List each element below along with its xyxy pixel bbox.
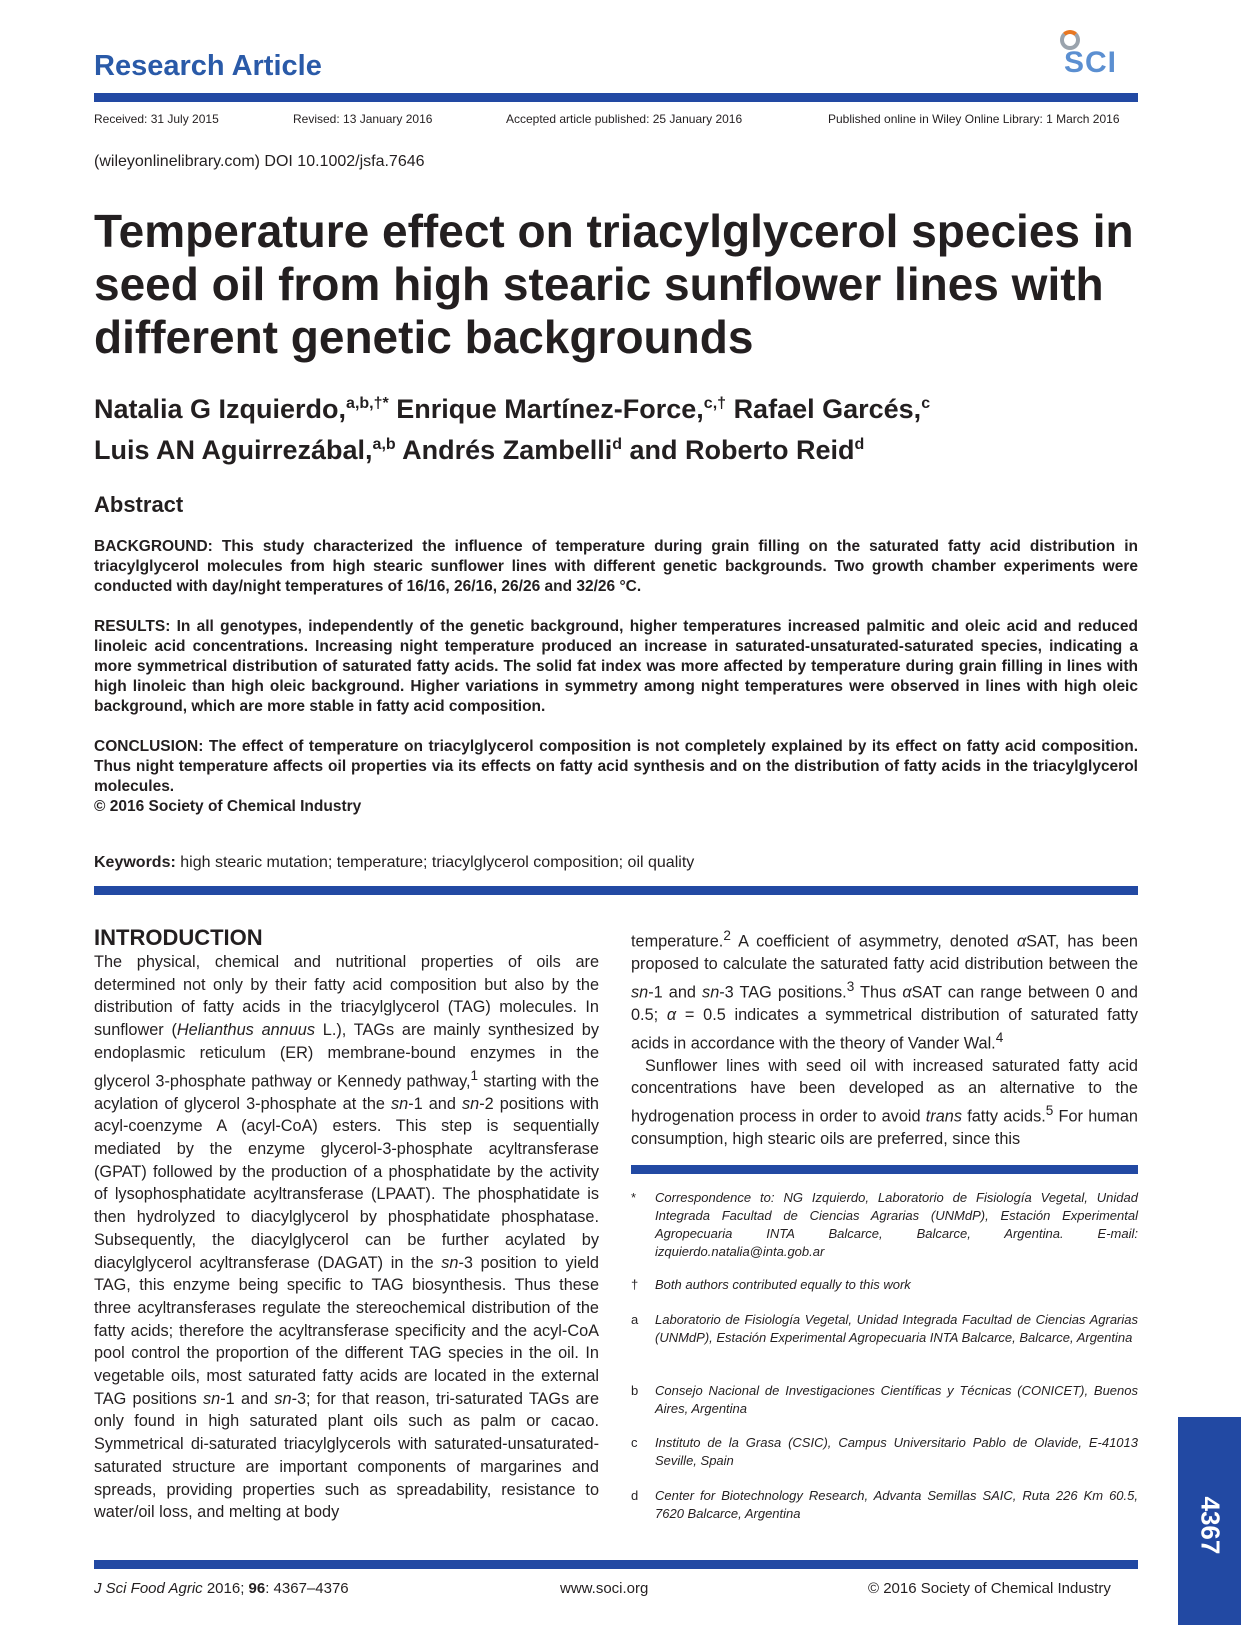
text-run: -3 position to yield TAG, this enzyme being specific to TAG biosynthesis. Thus these three acyltransferases regulate the stereochemical distribution of the fatty acids; therefore the acyltransferase specificity and the acyl-CoA pool control the proportion of the different TAG species in the oil. In vegetable oils, most saturated fatty acids are located in the external TAG positions [94,1253,599,1408]
author-name: Andrés Zambelli [402,435,613,465]
abstract-background: BACKGROUND: This study characterized the influence of temperature during grain filling on the saturated fatty acid distribution in triacylglycerol molecules from high stearic sunflower lines with different genetic backgrounds. Two growth chamber experiments were conducted with day/night temperatures of 16/16, 26/16, 26/26 and 32/26 °C. [94,538,1138,595]
abstract-results: RESULTS: In all genotypes, independently of the genetic background, higher temperatures increased palmitic and oleic acid and reduced linoleic acid concentrations. Increasing night temperature produced an increase in saturated-unsaturated-saturated species, indicating a more symmetrical distribution of saturated fatty acids. The solid fat index was more affected by temperature during grain filling in lines with high linoleic than high oleic background. Higher variations in symmetry among night temperatures were observed in lines with high oleic background, which are more stable in fatty acid composition. [94,618,1138,715]
sn-italic: sn [391,1094,409,1113]
footnote-text: Center for Biotechnology Research, Advanta Semillas SAIC, Ruta 226 Km 60.5, 7620 Balcarce, Argentina [655,1488,1138,1521]
intro-paragraph-2 [631,1055,1138,1151]
text-run: temperature. [631,932,724,951]
text-run: -1 and [408,1094,462,1113]
text-run: L.), TAGs are mainly synthesized by endoplasmic reticulum (ER) membrane-bound enzymes in the glycerol 3-phosphate pathway or Kennedy pathway, [94,1021,599,1090]
footnote-mark: * [631,1190,637,1205]
text-run: Thus [854,983,903,1002]
ref-citation[interactable]: 1 [470,1067,479,1083]
footnote-text: Correspondence to: NG Izquierdo, Laboratorio de Fisiología Vegetal, Unidad Integrada Facultad de Ciencias Agrarias (UNMdP), Estación Experimental Agropecuaria INTA Balcarce, Balcarce, Argentina. E-mail: izquierdo.natalia@inta.gob.ar [655,1190,1138,1259]
trans-italic: trans [925,1107,962,1126]
ref-citation[interactable]: 3 [846,978,855,994]
section-label: Research Article [94,50,322,82]
text-run: -1 and [220,1389,275,1408]
volume: 96 [248,1580,266,1597]
author-name: and Roberto Reid [629,435,855,465]
footnote-text: Both authors contributed equally to this work [655,1277,911,1292]
accepted-date: Accepted article published: 25 January 2016 [506,112,743,126]
ref-citation[interactable]: 4 [995,1029,1004,1045]
citation-year: 2016; [202,1580,249,1597]
article-title: Temperature effect on triacylglycerol species in seed oil from high stearic sunflower lines with different genetic backgrounds [94,205,1134,363]
footnote-affiliation-a [631,1311,1138,1347]
species-name: Helianthus annuus [176,1021,315,1040]
text-run: SAT, has been proposed to calculate the saturated fatty acid distribution between the [631,932,1138,974]
alpha-symbol: α [666,1005,677,1024]
keywords [94,854,694,872]
sn-italic: sn [203,1389,221,1408]
footnote-mark: a [631,1312,639,1327]
footnote-mark: c [631,1435,638,1450]
doi: (wileyonlinelibrary.com) DOI 10.1002/jsfa.7646 [94,153,425,170]
alpha-symbol: α [902,983,912,1002]
keywords-text: high stearic mutation; temperature; triacylglycerol composition; oil quality [180,854,695,871]
author-affiliation: d [854,436,865,453]
author-name: Luis AN Aguirrezábal, [94,435,373,465]
intro-heading: INTRODUCTION [94,925,263,950]
author-name: Enrique Martínez-Force, [396,394,704,424]
abstract-copyright: © 2016 Society of Chemical Industry [94,798,362,815]
sn-italic: sn [702,983,720,1002]
sci-logo [1058,28,1134,84]
author-name: Rafael Garcés, [733,394,922,424]
footnote-text: Laboratorio de Fisiología Vegetal, Unidad Integrada Facultad de Ciencias Agrarias (UNMdP), Estación Experimental Agropecuaria INTA Balcarce, Balcarce, Argentina [655,1312,1138,1345]
published-date: Published online in Wiley Online Library: 1 March 2016 [828,112,1120,126]
footnote-equal-contribution [631,1276,1138,1294]
text-run: = 0.5 indicates a symmetrical distribution of saturated fatty acids in accordance with the theory of Vander Wal. [631,1005,1138,1053]
sn-italic: sn [441,1253,459,1272]
author-name: Natalia G Izquierdo, [94,394,347,424]
sn-italic: sn [461,1094,480,1113]
intro-paragraph-1-continued [631,925,1138,1055]
bottom-rule [94,1560,1138,1569]
author-affiliation: d [612,436,623,453]
page-number-tab [1178,1417,1241,1625]
abstract-rule [94,886,1138,895]
footnote-affiliation-d [631,1487,1138,1523]
footnote-text: Consejo Nacional de Investigaciones Científicas y Técnicas (CONICET), Buenos Aires, Argentina [655,1383,1138,1416]
author-affiliation: c [921,395,931,412]
text-run: -2 positions with acyl-coenzyme A (acyl-CoA) esters. This step is sequentially mediated by the enzyme glycerol-3-phosphate acyltransferase (GPAT) followed by the production of a phosphatidate by the activity of lysophosphatidate acyltransferase (LPAAT). The phosphatidate is then hydrolyzed to diacylglycerol by phosphatidate phosphatase. Subsequently, the diacylglycerol can be further acylated by diacylglycerol acyltransferase (DAGAT) in the [94,1094,599,1272]
footer-website[interactable]: www.soci.org [560,1580,649,1597]
intro-paragraph-1 [94,951,599,1524]
text-run: -1 and [648,983,703,1002]
text-run: Sunflower lines with seed oil with increased saturated fatty acid concentrations have been developed as an alternative to the hydrogenation process in order to avoid [631,1056,1138,1126]
page-number: 4367 [1195,1496,1226,1555]
intro-left-column [94,951,599,1524]
author-affiliation: c,† [703,395,727,412]
intro-right-column [631,925,1138,1151]
text-run: -3; for that reason, tri-saturated TAGs are only found in high saturated plant oils such as palm or cacao. Symmetrical di-saturated triacylglycerols with saturated-unsaturated-saturated structure are important components of margarines and spreads, providing properties such as spreadability, resistance to water/oil loss, and melting at body [94,1389,599,1522]
footnote-text: Instituto de la Grasa (CSIC), Campus Universitario Pablo de Olavide, E-41013 Seville, Spain [655,1435,1138,1468]
abstract-conclusion: CONCLUSION: The effect of temperature on triacylglycerol composition is not completely explained by its effect on fatty acid composition. Thus night temperature affects oil properties via its effects on fatty acid synthesis and on the distribution of fatty acids in the triacylglycerol molecules. [94,738,1138,795]
footnote-mark: † [631,1277,639,1292]
text-run: fatty acids. [961,1107,1046,1126]
alpha-symbol: α [1016,932,1027,951]
author-affiliation: a,b [372,436,396,453]
text-run: A coefficient of asymmetry, denoted [730,932,1017,951]
footer-citation [94,1580,349,1597]
sn-italic: sn [274,1389,292,1408]
sn-italic: sn [631,983,649,1002]
text-run: The physical, chemical and nutritional properties of oils are determined not only by their fatty acid composition but also by the distribution of fatty acids in the triacylglycerol (TAG) molecules. In sunflower ( [94,953,599,1040]
top-rule [94,93,1138,102]
author-list [94,386,1144,468]
footnote-rule [631,1165,1138,1174]
footer-copyright: © 2016 Society of Chemical Industry [868,1580,1111,1597]
page-range: : 4367–4376 [265,1580,349,1597]
author-affiliation: a,b,†* [346,395,389,412]
abstract-heading: Abstract [94,492,184,517]
text-run: SAT can range between 0 and 0.5; [631,983,1138,1024]
sci-logo-text: SCI [1064,46,1118,79]
footnote-correspondence [631,1189,1138,1261]
footnote-mark: b [631,1383,639,1398]
text-run: starting with the acylation of glycerol 3-phosphate at the [94,1071,599,1113]
footnote-affiliation-b [631,1382,1138,1418]
text-run: For human consumption, high stearic oils are preferred, since this [631,1107,1138,1149]
footnote-affiliation-c [631,1434,1138,1470]
revised-date: Revised: 13 January 2016 [293,112,433,126]
text-run: -3 TAG positions. [719,983,847,1002]
footnote-mark: d [631,1488,639,1503]
received-date: Received: 31 July 2015 [94,112,219,126]
ref-citation[interactable]: 5 [1045,1103,1054,1119]
keywords-label: Keywords: [94,854,176,871]
ref-citation[interactable]: 2 [723,928,731,943]
journal-name: J Sci Food Agric [94,1580,203,1597]
